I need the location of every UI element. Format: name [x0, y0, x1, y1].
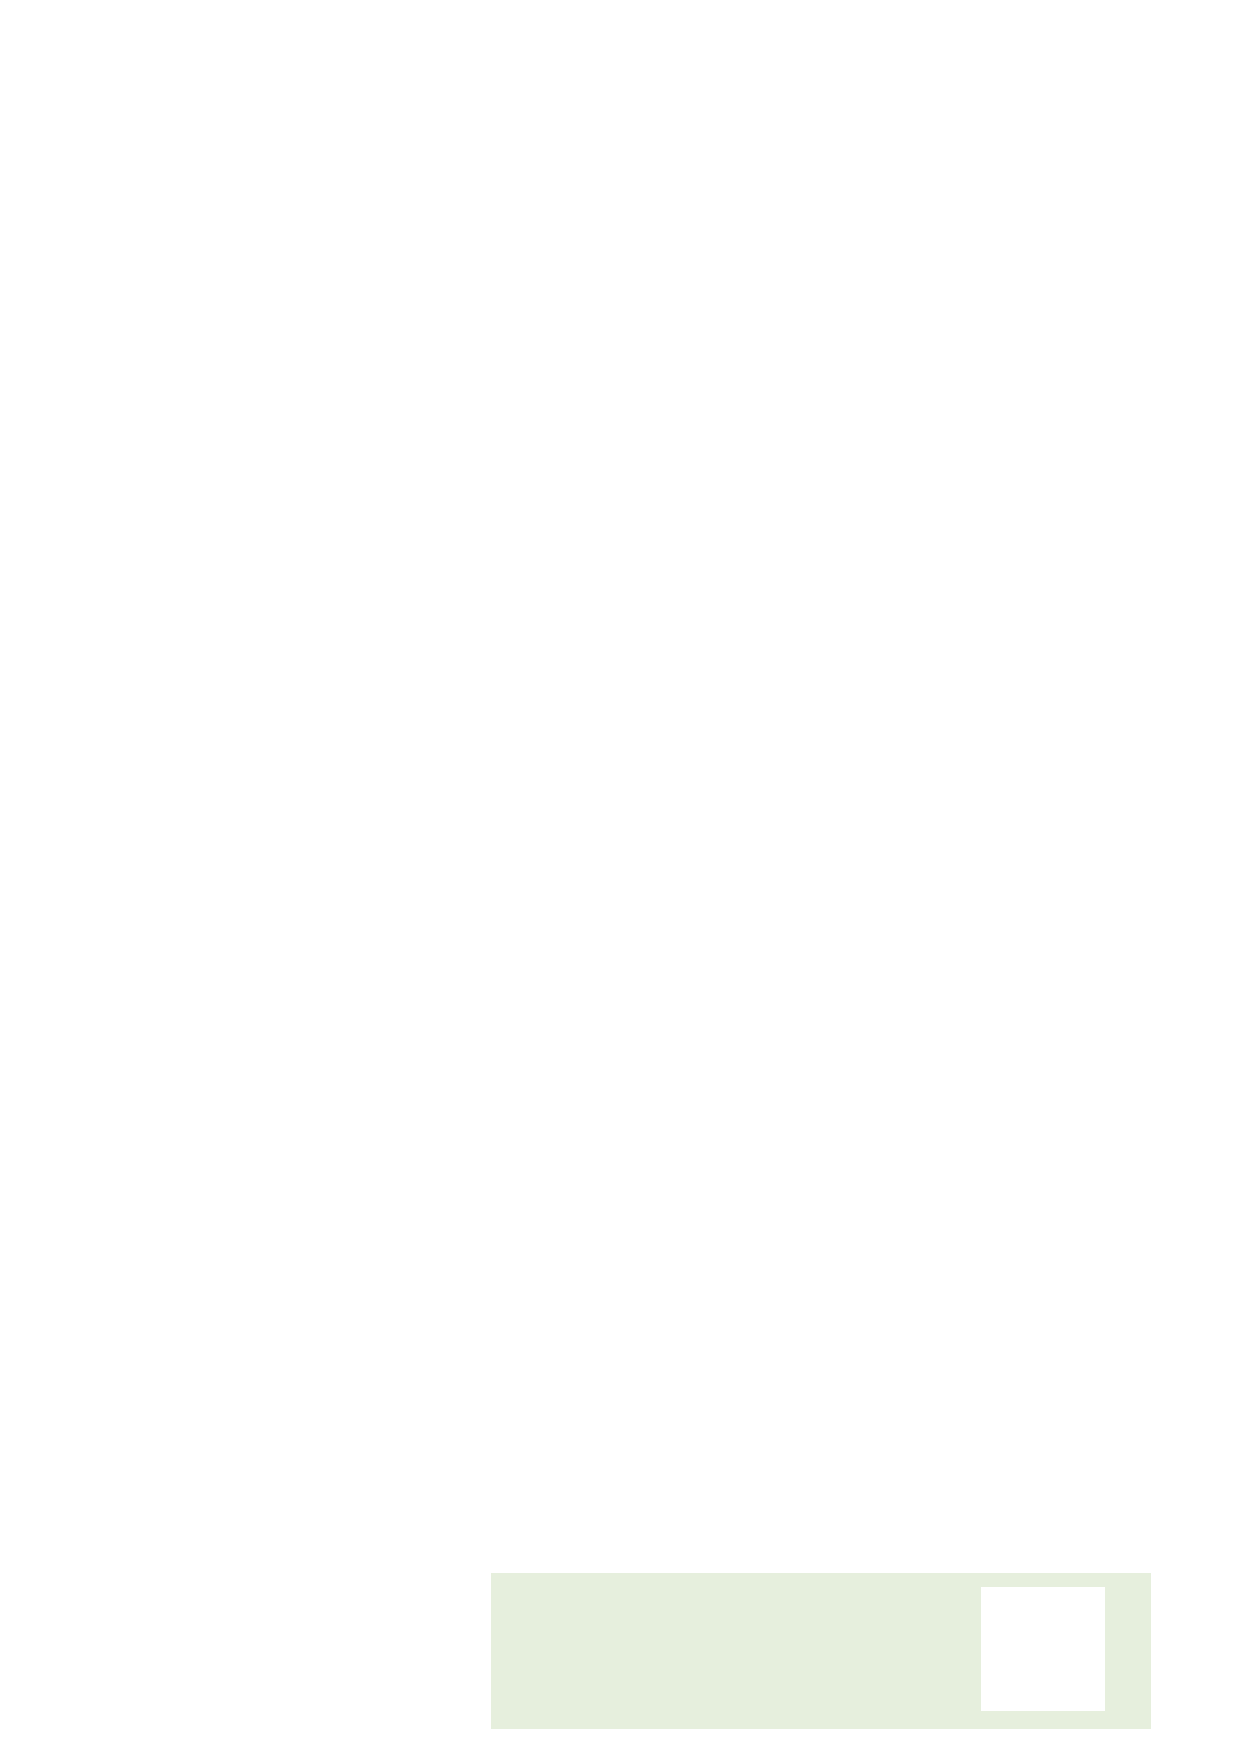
qr-info-box — [491, 1573, 1151, 1729]
flower-decoration-bottom — [0, 1500, 200, 1755]
qr-code-icon[interactable] — [981, 1587, 1105, 1711]
flower-decoration-top — [940, 0, 1241, 200]
